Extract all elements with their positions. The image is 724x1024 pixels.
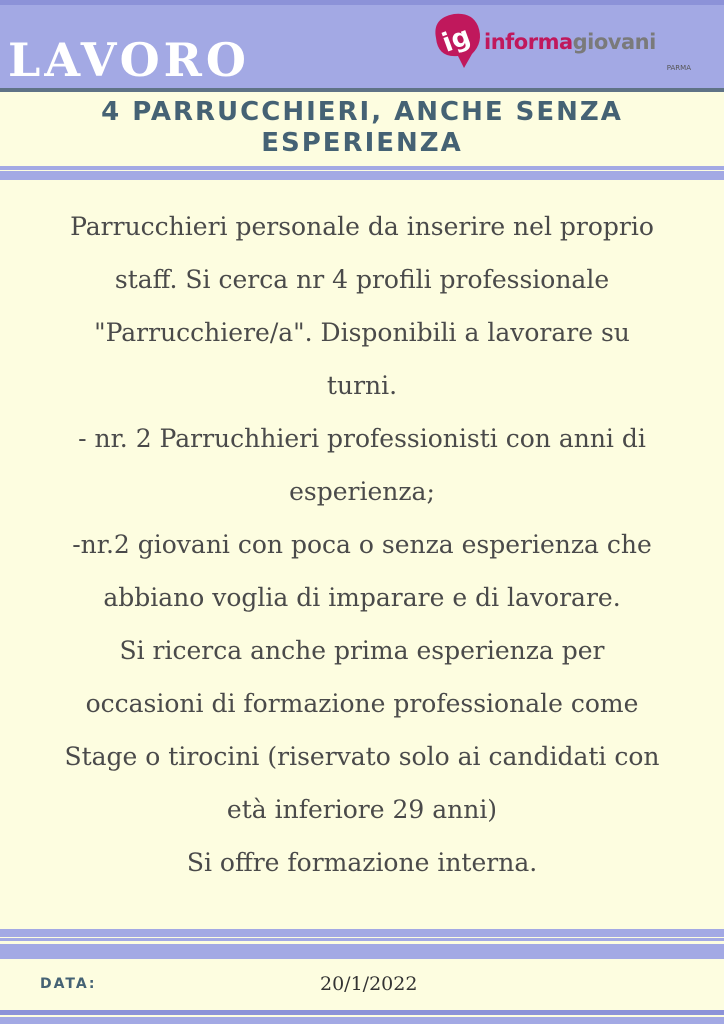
footer-divider-2 <box>0 938 724 941</box>
subtitle-divider-thin <box>0 166 724 170</box>
logo-word-informa: informa <box>484 30 573 54</box>
logo-mark-text: ig <box>438 21 475 59</box>
job-title-line-1: 4 PARRUCCHIERI, ANCHE SENZA <box>101 97 623 127</box>
job-title <box>40 97 684 159</box>
informagiovani-logo <box>428 8 703 76</box>
description-line: Stage o tirocini (riservato solo ai candidati con <box>64 742 660 771</box>
footer-divider-1 <box>0 929 724 937</box>
subtitle-divider-thick <box>0 171 724 180</box>
ig-logo-mark-icon <box>428 8 484 72</box>
date-label: DATA: <box>40 976 97 992</box>
section-title: LAVORO <box>8 33 250 87</box>
description-line: età inferiore 29 anni) <box>226 795 498 824</box>
description-line: esperienza; <box>289 477 435 506</box>
footer-divider-3 <box>0 944 724 959</box>
description-line: staff. Si cerca nr 4 profili professionale <box>114 265 610 294</box>
date-value: 20/1/2022 <box>320 973 418 995</box>
header-top-stripe <box>0 0 724 5</box>
description-line: Si ricerca anche prima esperienza per <box>119 636 605 665</box>
bottom-stripe-1 <box>0 1010 724 1015</box>
description-line: occasioni di formazione professionale come <box>85 689 639 718</box>
logo-city: PARMA <box>666 64 691 72</box>
description-line: turni. <box>326 371 398 400</box>
bottom-stripe-2 <box>0 1017 724 1024</box>
description-line: Si offre formazione interna. <box>186 848 538 877</box>
job-description <box>0 200 724 889</box>
description-line: "Parrucchiere/a". Disponibili a lavorare su <box>94 318 630 347</box>
description-line: abbiano voglia di imparare e di lavorare. <box>103 583 621 612</box>
logo-wordmark <box>484 30 656 54</box>
description-line: Parrucchieri personale da inserire nel proprio <box>70 212 654 241</box>
job-title-line-2: ESPERIENZA <box>261 128 463 158</box>
description-line: - nr. 2 Parruchhieri professionisti con anni di <box>78 424 646 453</box>
logo-word-giovani: giovani <box>572 30 656 54</box>
description-line: -nr.2 giovani con poca o senza esperienza che <box>72 530 652 559</box>
